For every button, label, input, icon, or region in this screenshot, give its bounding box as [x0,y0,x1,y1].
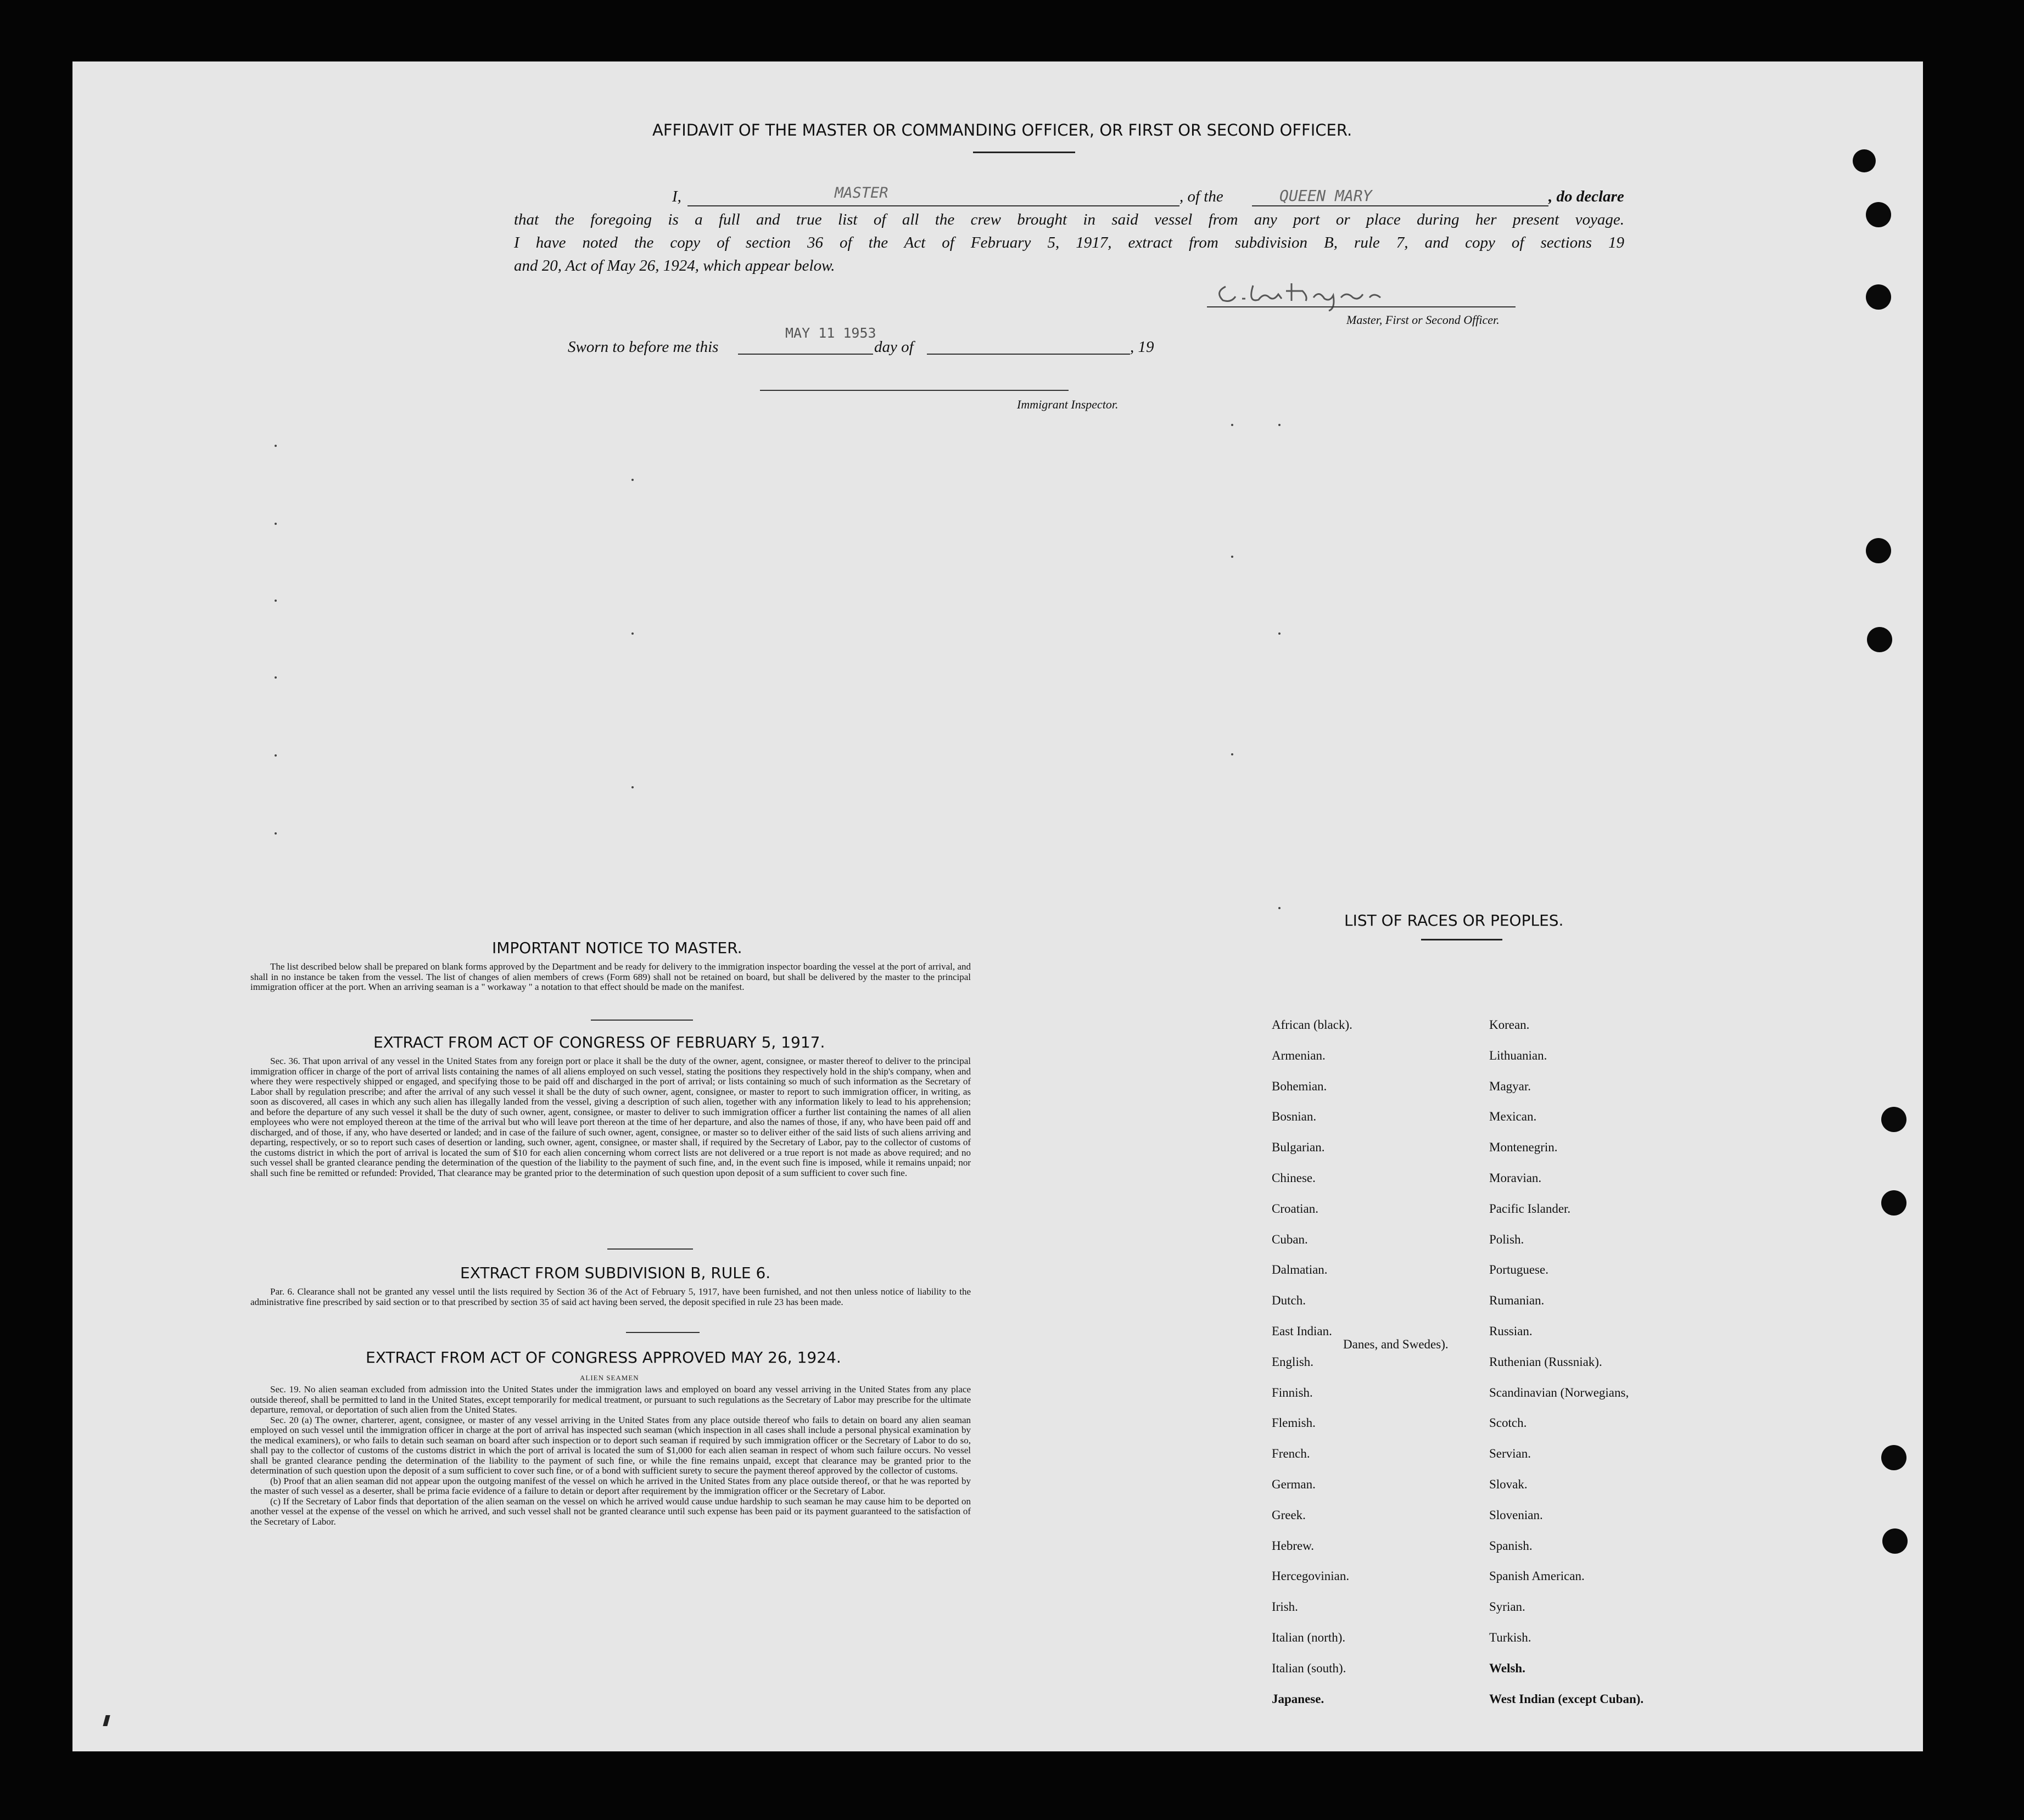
margin-dot [1231,424,1233,426]
signature-line [1207,306,1516,307]
race-item: African (black). [1272,1018,1352,1032]
extract1924-text [250,1385,971,1527]
extract1924-title: EXTRACT FROM ACT OF CONGRESS APPROVED MAY 26, 1924. [366,1348,841,1367]
subdivision-paragraph: Par. 6. Clearance shall not be granted any vessel until the lists required by Section 36 of the Act of February 5, 1917, have been furnished, and not then unless notice of liability to the administrative fine prescribed by said section or to that prescribed by section 35 of said act having been served, the deposit specified in rule 23 has been made. [250,1286,971,1307]
extract1917-text [250,1056,971,1178]
race-item: Irish. [1272,1600,1298,1614]
race-item: Dutch. [1272,1293,1306,1308]
affidavit-line-3: I have noted the copy of section 36 of the Act of February 5, 1917, extract from subdivision B, rule 7, and copy of sections 19 [514,234,1624,251]
race-item: Hercegovinian. [1272,1569,1350,1583]
race-item: Magyar. [1489,1079,1531,1093]
master-name-line [687,205,1179,206]
race-item: Spanish American. [1489,1569,1585,1583]
race-item: Lithuanian. [1489,1048,1547,1062]
notice-rule [591,1020,693,1021]
signature-caption: Master, First or Second Officer. [1346,313,1500,327]
margin-dot [1278,424,1281,426]
sworn-year: , 19 [1130,338,1154,356]
race-item: Polish. [1489,1232,1524,1246]
master-stamp: MASTER [835,184,888,201]
subdivision-title: EXTRACT FROM SUBDIVISION B, RULE 6. [460,1264,771,1282]
margin-dot [275,523,277,525]
extract1924-subtitle: ALIEN SEAMEN [580,1374,639,1382]
race-item: Russian. [1489,1324,1533,1338]
punch-hole [1881,1190,1906,1216]
punch-hole [1881,1445,1906,1470]
race-item: Korean. [1489,1018,1530,1032]
affidavit-i: I, [672,188,681,205]
margin-dot [631,632,634,635]
sworn-label: Sworn to before me this [568,338,719,356]
sec20c-paragraph: (c) If the Secretary of Labor finds that deportation of the alien seaman on the vessel on which he arrived would cause undue hardship to such seaman he may cause him to be deported on another vessel at the expense of the vessel on which he arrived, and such vessel shall not be granted clearance until such expense has been paid or its payment guaranteed to the satisfaction of the Secretary of Labor. [250,1496,971,1527]
race-item: Moravian. [1489,1171,1542,1185]
race-item: Syrian. [1489,1600,1525,1614]
race-item-extra: Danes, and Swedes). [1343,1337,1449,1351]
race-item: Portuguese. [1489,1263,1548,1277]
ship-name-line [1252,205,1548,206]
margin-dot [275,832,277,835]
race-item: Pacific Islander. [1489,1201,1571,1216]
margin-dot [631,479,634,481]
race-item: Dalmatian. [1272,1263,1328,1277]
margin-dot [1231,753,1233,755]
race-item: German. [1272,1477,1316,1491]
inspector-line [760,390,1069,391]
affidavit-title-rule [973,152,1075,153]
date-stamp: MAY 11 1953 [785,325,876,341]
document-page [72,61,1923,1751]
race-item: Welsh. [1489,1661,1525,1675]
race-item: Ruthenian (Russniak). [1489,1354,1602,1369]
sec20b-paragraph: (b) Proof that an alien seaman did not appear upon the outgoing manifest of the vessel on which he arrived in the United States from any place outside thereof, or that he was reported by the master of such vessel as a deserter, shall be prima facie evidence of a failure to detain or deport after requirement by the immigration officer or the Secretary of Labor. [250,1475,971,1496]
affidavit-of-the: , of the [1179,188,1223,205]
race-item: Slovenian. [1489,1508,1543,1522]
margin-dot [1231,556,1233,558]
race-item: Bohemian. [1272,1079,1327,1093]
margin-dot [631,786,634,788]
race-item: Croatian. [1272,1201,1318,1216]
race-item: Flemish. [1272,1416,1316,1430]
race-item: Bosnian. [1272,1110,1317,1124]
race-item: English. [1272,1354,1314,1369]
sworn-day-line [738,354,873,355]
race-item: Chinese. [1272,1171,1316,1185]
affidavit-line-4: and 20, Act of May 26, 1924, which appear below. [514,257,835,275]
race-item: Italian (north). [1272,1631,1346,1644]
race-item: Montenegrin. [1489,1140,1558,1155]
race-item: East Indian. [1272,1324,1332,1338]
sec19-paragraph: Sec. 19. No alien seaman excluded from admission into the United States under the immigration laws and employed on board any vessel arriving in the United States from any place outside thereof, shall be permitted to land in the United States, except temporarily for medical treatment, or pursuant to such regulations as the Secretary of Labor may prescribe for the ultimate departure, removal, or deportation of such alien from the United States. [250,1384,971,1415]
race-item: Greek. [1272,1508,1306,1522]
race-item: Rumanian. [1489,1293,1545,1308]
race-item: Mexican. [1489,1110,1537,1124]
page-corner-mark [103,1715,110,1726]
sworn-day-of: day of [874,338,914,356]
race-item: Bulgarian. [1272,1140,1325,1155]
race-item: French. [1272,1447,1310,1461]
race-item: Turkish. [1489,1631,1531,1644]
sec20a-paragraph: Sec. 20 (a) The owner, charterer, agent, consignee, or master of any vessel arriving in the United States from any place outside thereof who fails to detain on board any alien seaman employed on such vessel until the immigration officer in charge at the port of arrival has inspected such seaman (which inspection in all cases shall include a personal physical examination by the medical examiners), or who fails to detain such seaman on board after such inspection or to deport such seaman if required by such immigration officer or the Secretary of Labor to do so, shall pay to the collector of customs of the customs district in which the port of arrival is located the sum of $1,000 for each alien seaman in respect of whom such failure occurs. No vessel shall be granted clearance pending the determination of the liability to the payment of such fine, or while the fine remains unpaid, except that clearance may be granted prior to the determination of such question upon the deposit of a sum sufficient to cover such fine, or of a bond with sufficient surety to secure the payment thereof approved by the collector of customs. [250,1414,971,1476]
punch-hole [1866,202,1891,227]
margin-dot [1278,907,1281,909]
ship-stamp: QUEEN MARY [1279,187,1372,205]
inspector-caption: Immigrant Inspector. [1017,397,1119,411]
margin-dot [275,600,277,602]
punch-hole [1853,149,1876,172]
race-item: West Indian (except Cuban). [1489,1692,1644,1706]
race-item: Japanese. [1272,1692,1324,1706]
master-signature [1209,270,1429,314]
sworn-month-line [927,354,1130,355]
extract1917-paragraph: Sec. 36. That upon arrival of any vessel in the United States from any foreign port or place it shall be the duty of the owner, agent, consignee, or master thereof to deliver to the principal immigration officer in charge of the port of arrival lists containing the names of all aliens employed on such vessel, stating the positions they respectively hold in the ship's company, when and where they were respectively shipped or engaged, and specifying those to be paid off and discharged in the port of arrival; or lists containing so much of such information as the Secretary of Labor shall by regulation prescribe; and after the arrival of any such vessel it shall be the duty of such owner, agent, consignee, or master to report to such immigration officer, in writing, as soon as discovered, all cases in which any such alien has illegally landed from the vessel, giving a description of such alien, together with any information likely to lead to his apprehension; and before the departure of any such vessel it shall be the duty of such owner, agent, consignee, or master to deliver to such immigration officer a further list containing the names of all alien employees who were not employed thereon at the time of the arrival but who will leave port thereon at the time of her departure, and also the names of those, if any, who have been paid off and discharged, and of those, if any, who have deserted or landed; and in case of the failure of such owner, agent, consignee, or master so to deliver either of the said lists of such aliens arriving and departing, respectively, or so to report such cases of desertion or landing, such owner, agent, consignee, or master shall, if required by the Secretary of Labor, pay to the collector of customs of the customs district in which the port of arrival is located the sum of $10 for each alien concerning whom correct lists are not delivered or a true report is not made as above required; and no such vessel shall be granted clearance pending the determination of the question of the liability to the payment of such fine, and, in the event such fine is imposed, while it remains unpaid; nor shall such fine be remitted or refunded: Provided, That clearance may be granted prior to the determination of such question upon deposit of a sum sufficient to cover such fine. [250,1056,971,1178]
race-item: Italian (south). [1272,1661,1346,1675]
race-item: Scotch. [1489,1416,1527,1430]
extract1917-title: EXTRACT FROM ACT OF CONGRESS OF FEBRUARY 5, 1917. [373,1033,825,1051]
margin-dot [275,754,277,757]
race-item: Armenian. [1272,1048,1326,1062]
race-item: Finnish. [1272,1385,1313,1399]
punch-hole [1881,1107,1906,1132]
races-title: LIST OF RACES OR PEOPLES. [1344,911,1564,929]
extract1917-rule [607,1248,693,1250]
notice-paragraph: The list described below shall be prepared on blank forms approved by the Department and be ready for delivery to the immigration inspector boarding the vessel at the port of arrival, and shall in no instance be taken from the vessel. The list of changes of alien members of crews (Form 689) shall not be retained on board, but shall be delivered by the master to the principal immigration officer at the port. When an arriving seaman is a " workaway " a notation to that effect should be made on the manifest. [250,961,971,992]
affidavit-title: AFFIDAVIT OF THE MASTER OR COMMANDING OFFICER, OR FIRST OR SECOND OFFICER. [652,121,1352,139]
race-item: Cuban. [1272,1232,1308,1246]
race-item: Spanish. [1489,1538,1533,1553]
punch-hole [1866,284,1891,310]
notice-text [250,962,971,993]
margin-dot [275,676,277,679]
punch-hole [1867,627,1892,652]
race-item: Scandinavian (Norwegians, [1489,1385,1629,1399]
race-item: Hebrew. [1272,1538,1315,1553]
notice-title: IMPORTANT NOTICE TO MASTER. [492,939,742,957]
race-item: Servian. [1489,1447,1531,1461]
race-item: Slovak. [1489,1477,1528,1491]
margin-dot [1278,632,1281,635]
subdivision-rule [626,1332,700,1333]
races-title-rule [1421,939,1502,940]
subdivision-text [250,1287,971,1307]
affidavit-do-declare: , do declare [1548,188,1624,205]
margin-dot [275,445,277,447]
punch-hole [1866,538,1891,563]
affidavit-line-2: that the foregoing is a full and true list of all the crew brought in said vessel from any port or place during her present voyage. [514,211,1624,228]
punch-hole [1882,1528,1908,1554]
